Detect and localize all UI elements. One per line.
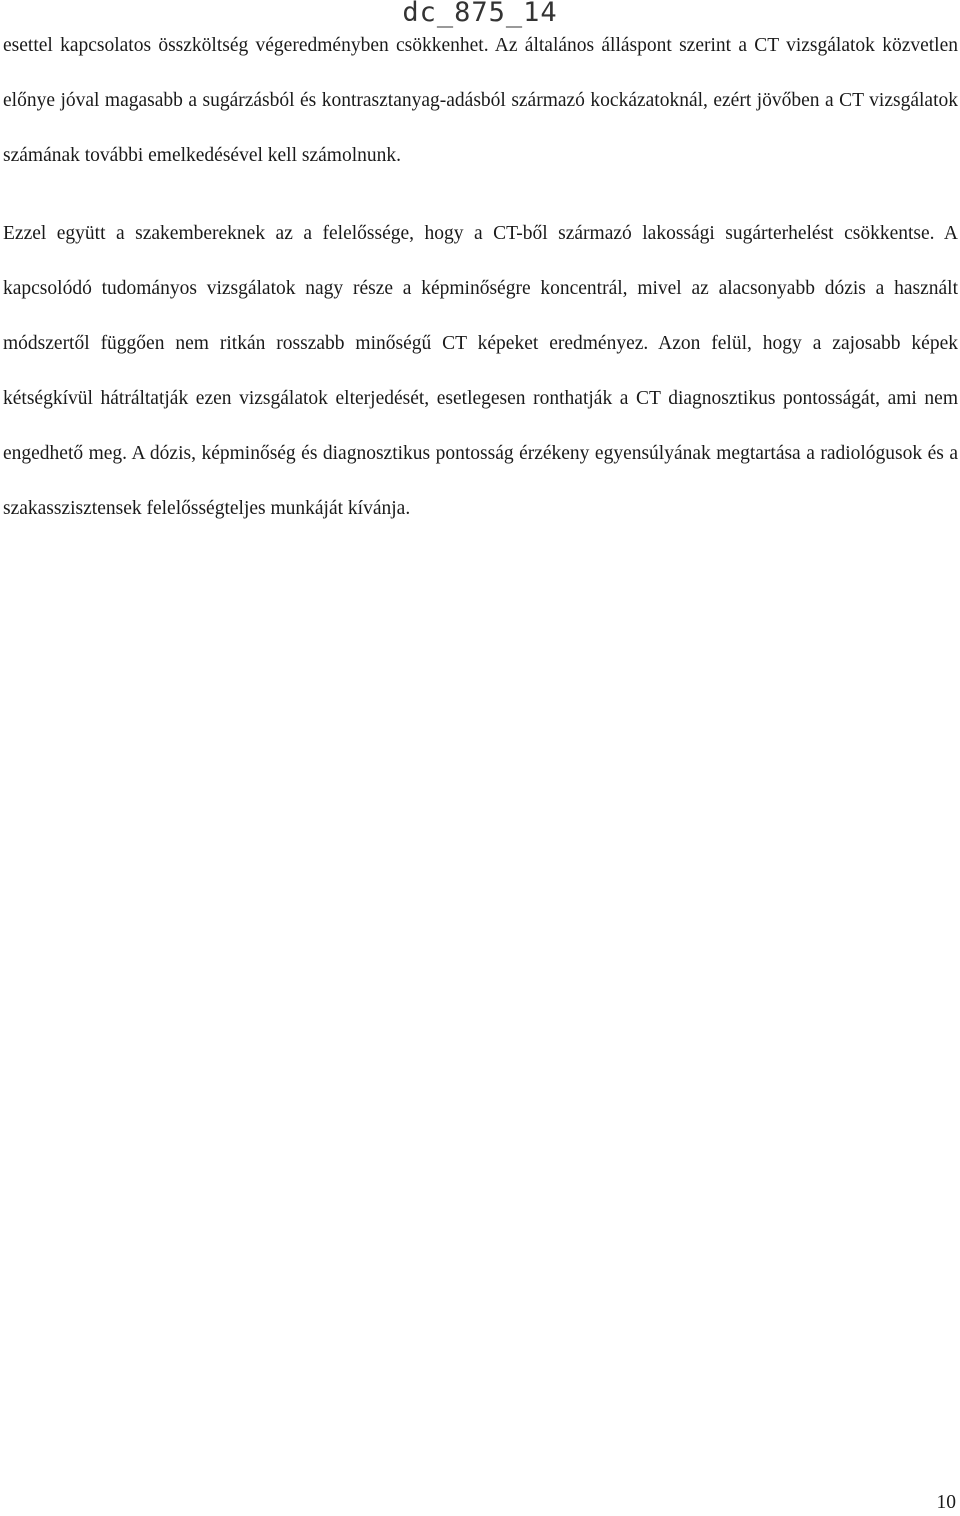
document-id-header: dc_875_14 bbox=[402, 0, 558, 28]
page-number: 10 bbox=[936, 1492, 956, 1513]
paragraph-1: esettel kapcsolatos összköltség végeredményben csökkenhet. Az általános álláspont szerint a CT vizsgálatok közvetlen előnye jóval magasabb a sugárzásból és kontrasztanyag-adásból származó kockázatoknál, ezért jövőben a CT vizsgálatok számának további emelkedésével kell számolnunk. bbox=[3, 35, 958, 166]
paragraph-2: Ezzel együtt a szakembereknek az a felelőssége, hogy a CT-ből származó lakossági sugárterhelést csökkentse. A kapcsolódó tudományos vizsgálatok nagy része a képminőségre koncentrál, mivel az alacsonyabb dózis a használt módszertől függően nem ritkán rosszabb minőségű CT képeket eredményez. Azon felül, hogy a zajosabb képek kétségkívül hátráltatják ezen vizsgálatok elterjedését, esetlegesen ronthatják a CT diagnosztikus pontosságát, ami nem engedhető meg. A dózis, képminőség és diagnosztikus pontosság érzékeny egyensúlyának megtartása a radiológusok és a szakasszisztensek felelősségteljes munkáját kívánja. bbox=[3, 223, 958, 519]
